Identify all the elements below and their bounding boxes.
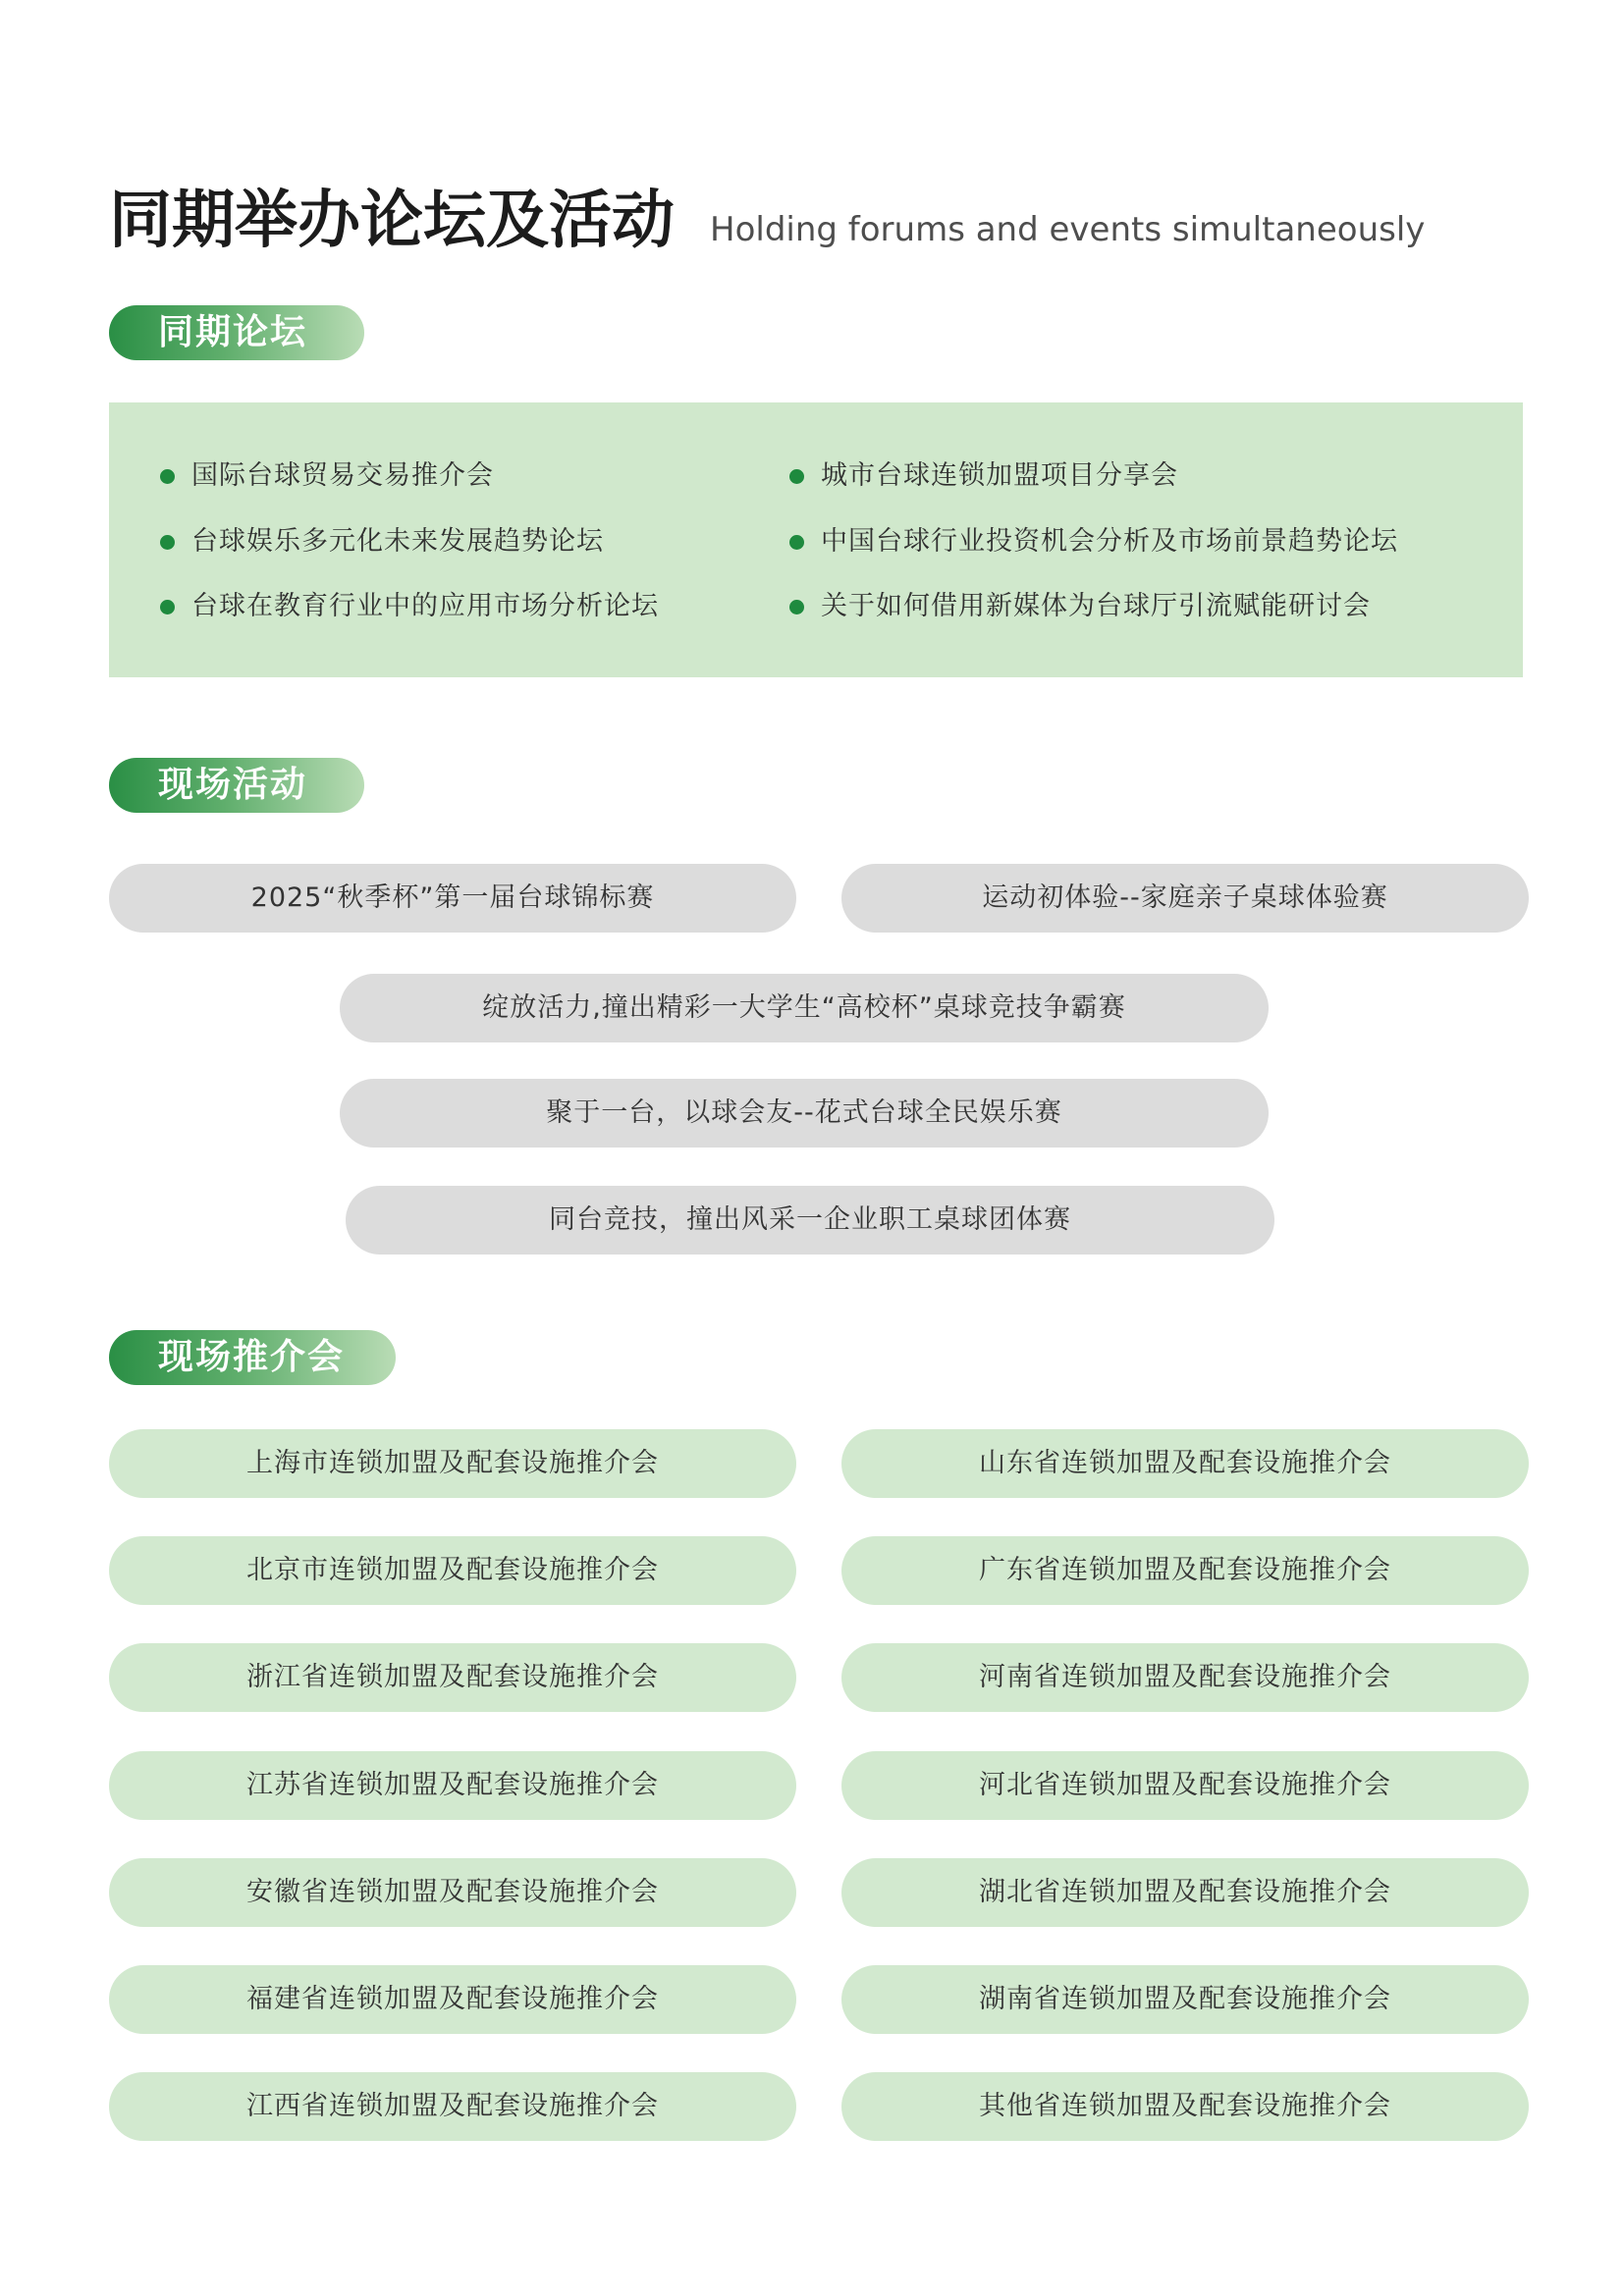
bullet-dot-icon: [160, 600, 175, 614]
bullet-dot-icon: [789, 600, 804, 614]
activity-item: 运动初体验--家庭亲子桌球体验赛: [841, 864, 1529, 933]
section-label-activities: 现场活动: [109, 758, 364, 813]
activity-item: 2025“秋季杯”第一届台球锦标赛: [109, 864, 796, 933]
promotion-item: 浙江省连锁加盟及配套设施推介会: [109, 1643, 796, 1712]
forum-item-label: 台球在教育行业中的应用市场分析论坛: [191, 591, 659, 621]
promotion-item: 江西省连锁加盟及配套设施推介会: [109, 2072, 796, 2141]
forum-item-label: 城市台球连锁加盟项目分享会: [821, 460, 1178, 491]
bullet-dot-icon: [789, 469, 804, 484]
promotion-item: 河北省连锁加盟及配套设施推介会: [841, 1751, 1529, 1820]
promotion-item: 安徽省连锁加盟及配套设施推介会: [109, 1858, 796, 1927]
promotion-item: 江苏省连锁加盟及配套设施推介会: [109, 1751, 796, 1820]
bullet-dot-icon: [160, 469, 175, 484]
promotion-item: 其他省连锁加盟及配套设施推介会: [841, 2072, 1529, 2141]
activity-item: 聚于一台，以球会友--花式台球全民娱乐赛: [340, 1079, 1269, 1148]
promotion-item: 上海市连锁加盟及配套设施推介会: [109, 1429, 796, 1498]
forum-list-panel: [109, 402, 1523, 677]
activity-item: 绽放活力,撞出精彩一大学生“高校杯”桌球竞技争霸赛: [340, 974, 1269, 1042]
forum-item-label: 国际台球贸易交易推介会: [191, 460, 494, 491]
forum-item-label: 关于如何借用新媒体为台球厅引流赋能研讨会: [821, 591, 1371, 621]
forum-item-label: 中国台球行业投资机会分析及市场前景趋势论坛: [821, 526, 1398, 557]
promotion-item: 北京市连锁加盟及配套设施推介会: [109, 1536, 796, 1605]
promotion-item: 广东省连锁加盟及配套设施推介会: [841, 1536, 1529, 1605]
page-header: [109, 177, 1523, 265]
section-label-promotions: 现场推介会: [109, 1330, 396, 1385]
forum-item-label: 台球娱乐多元化未来发展趋势论坛: [191, 526, 604, 557]
promotion-item: 湖北省连锁加盟及配套设施推介会: [841, 1858, 1529, 1927]
activity-item: 同台竞技，撞出风采一企业职工桌球团体赛: [346, 1186, 1274, 1255]
page-subtitle: Holding forums and events simultaneously: [710, 210, 1426, 249]
promotion-item: 河南省连锁加盟及配套设施推介会: [841, 1643, 1529, 1712]
promotion-item: 山东省连锁加盟及配套设施推介会: [841, 1429, 1529, 1498]
bullet-dot-icon: [789, 535, 804, 550]
bullet-dot-icon: [160, 535, 175, 550]
promotion-item: 湖南省连锁加盟及配套设施推介会: [841, 1965, 1529, 2034]
section-label-forums: 同期论坛: [109, 305, 364, 360]
promotion-item: 福建省连锁加盟及配套设施推介会: [109, 1965, 796, 2034]
page-title: 同期举办论坛及活动: [109, 185, 675, 257]
